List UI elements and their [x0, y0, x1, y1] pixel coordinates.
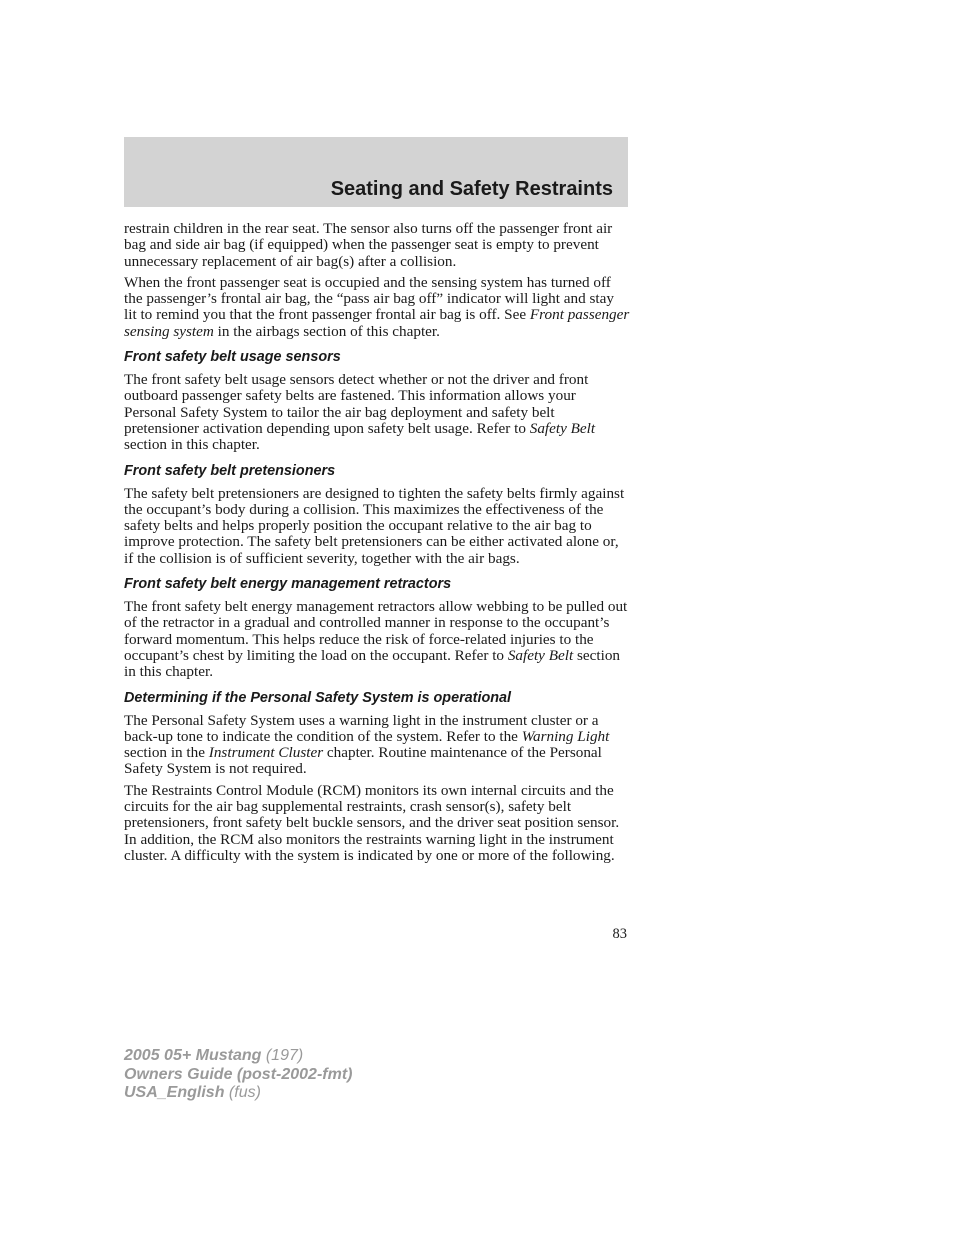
paragraph-5-text-end: section in this chapter.	[124, 646, 621, 681]
footer-model-code: (197)	[261, 1047, 304, 1064]
paragraph-6-text: The Personal Safety System uses a warning light in the instrument cluster or a back-up tone to indicate the condition of the system. Refer to the	[124, 711, 599, 745]
footer-language: USA_English	[124, 1084, 225, 1101]
paragraph-4: The safety belt pretensioners are designed to tighten the safety belts firmly against the occupant’s body during a collision. This maximizes the effectiveness of the safety belts and helps properly position the occupant relative to the air bag to improve protection. The safety belt pretensioners can be either activated alone or, if the collision is of sufficient severity, together with the air bags.	[124, 484, 625, 567]
paragraph-7: The Restraints Control Module (RCM) monitors its own internal circuits and the circuits for the air bag supplemental restraints, crash sensor(s), safety belt pretensioners, front safety belt buckle sensors, and the driver seat position sensor. In addition, the RCM also monitors the restraints warning light in the instrument cluster. A difficulty with the system is indicated by one or more of the following.	[124, 781, 620, 864]
paragraph-5	[124, 599, 630, 680]
heading-usage-sensors: Front safety belt usage sensors	[124, 349, 341, 366]
paragraph-3	[124, 372, 630, 453]
footer-line-3	[124, 1084, 352, 1103]
paragraph-6-text-mid: section in the	[124, 744, 209, 762]
heading-system-operational: Determining if the Personal Safety System is operational	[124, 689, 512, 706]
paragraph-5-text: The front safety belt energy management retractors allow webbing to be pulled out of the retractor in a gradual and controlled manner in response to the occupant’s forward momentum. This helps reduce the risk of force-related injuries to the occupant’s chest by limiting the load on the occupant. Refer to	[124, 598, 628, 664]
footer-model: 2005 05+ Mustang	[124, 1047, 262, 1064]
heading-pretensioners: Front safety belt pretensioners	[124, 462, 336, 479]
paragraph-2-text: When the front passenger seat is occupied and the sensing system has turned off the passenger’s frontal air bag, the “pass air bag off” indicator will light and stay lit to remind you that the front passenger frontal air bag is off. See	[124, 273, 614, 324]
paragraph-2-text-end: in the airbags section of this chapter.	[213, 322, 440, 340]
cross-reference-instrument-cluster: Instrument Cluster	[208, 744, 324, 762]
section-title: Seating and Safety Restraints	[330, 178, 613, 200]
paragraph-3-text: The front safety belt usage sensors detect whether or not the driver and front outboard passenger safety belts are fastened. This information allows your Personal Safety System to tailor the air bag deployment and safety belt pretensioner activation depending upon safety belt usage. Refer to	[124, 371, 589, 437]
paragraph-1: restrain children in the rear seat. The sensor also turns off the passenger front air bag and side air bag (if equipped) when the passenger seat is empty to prevent unnecessary replacement of air bag(s) after a collision.	[124, 220, 613, 270]
footer-language-code: (fus)	[224, 1084, 261, 1101]
heading-energy-management-retractors: Front safety belt energy management retractors	[124, 576, 452, 593]
page-content	[124, 221, 630, 869]
cross-reference-warning-light: Warning Light	[521, 727, 610, 745]
cross-reference-front-passenger-sensing: Front passenger sensing system	[124, 306, 630, 340]
paragraph-2	[124, 275, 630, 340]
document-footer	[124, 1047, 352, 1103]
paragraph-6	[124, 713, 630, 778]
paragraph-6-text-end: chapter. Routine maintenance of the Personal Safety System is not required.	[124, 744, 602, 778]
cross-reference-safety-belt: Safety Belt	[507, 646, 574, 664]
footer-line-1	[124, 1047, 352, 1066]
paragraph-3-text-end: section in this chapter.	[124, 436, 260, 454]
section-header	[124, 137, 628, 207]
page-number: 83	[612, 926, 627, 942]
cross-reference-safety-belt: Safety Belt	[529, 419, 596, 437]
footer-line-2: Owners Guide (post-2002-fmt)	[124, 1065, 353, 1083]
